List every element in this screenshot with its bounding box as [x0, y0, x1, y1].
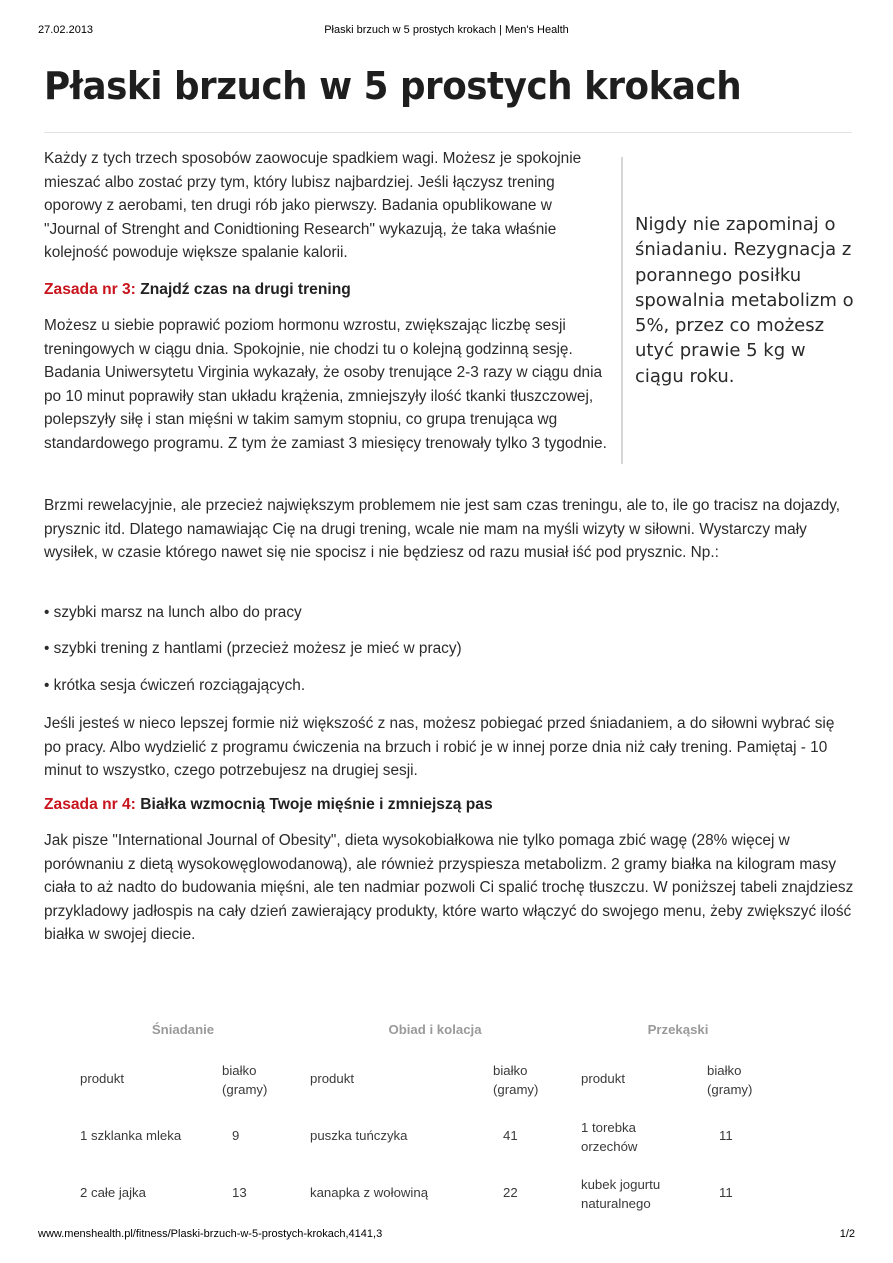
table-col-header: białko (gramy)	[222, 1063, 268, 1097]
table-group-header: Przekąski	[647, 1022, 709, 1037]
bullet-item: • szybki trening z hantlami (przecież możesz je mieć w pracy)	[44, 640, 462, 657]
rule3-label: Zasada nr 3:	[44, 281, 136, 298]
title-divider	[44, 132, 852, 133]
table-col-header: produkt	[581, 1071, 625, 1086]
table-col-header: białko (gramy)	[707, 1063, 753, 1097]
rule4-heading	[44, 796, 493, 814]
intro-paragraph: Każdy z tych trzech sposobów zaowocuje spadkiem wagi. Możesz je spokojnie mieszać albo zostać przy tym, który lubisz najbardziej. Jeśli łączysz trening oporowy z aerobami, ten drugi rób jako pierwszy. Badania opublikowane w "Journal of Strenght and Conidtioning Research" wykazują, że taka właśnie kolejność powoduje większe spalanie kalorii.	[44, 150, 582, 261]
table-cell-protein: 41	[503, 1128, 518, 1143]
print-page-number: 1/2	[839, 1228, 855, 1240]
table-cell-product: 1 szklanka mleka	[80, 1128, 182, 1143]
table-col-header: produkt	[310, 1071, 354, 1086]
table-cell-protein: 11	[719, 1128, 733, 1143]
rule3-paragraph-3: Jeśli jesteś w nieco lepszej formie niż większość z nas, możesz pobiegać przed śniadaniem, a do siłowni wybrać się po pracy. Albo wydzielić z programu ćwiczenia na brzuch i robić je w innej porze dnia niż cały trening. Pamiętaj - 10 minut to wszystko, czego potrzebujesz na drugiej sesji.	[44, 715, 835, 779]
table-cell-protein: 11	[719, 1185, 733, 1200]
print-date: 27.02.2013	[38, 24, 94, 36]
rule3-title: Znajdź czas na drugi trening	[140, 281, 351, 298]
bullet-item: • krótka sesja ćwiczeń rozciągających.	[44, 677, 306, 694]
table-group-header: Obiad i kolacja	[388, 1022, 482, 1037]
table-cell-product: puszka tuńczyka	[310, 1128, 408, 1143]
rule4-label: Zasada nr 4:	[44, 796, 136, 813]
article-title: Płaski brzuch w 5 prostych krokach	[44, 64, 742, 108]
table-group-header: Śniadanie	[151, 1022, 215, 1037]
table-cell-protein: 22	[503, 1185, 518, 1200]
rule4-paragraph-1: Jak pisze "International Journal of Obesity", dieta wysokobiałkowa nie tylko pomaga zbić wagę (28% więcej w porównaniu z dietą wysokowęglowodanową), ale również przyspiesza metabolizm. 2 gramy białka na kilogram masy ciała to aż nadto do budowania mięśni, ale ten nadmiar pozwoli Ci spalić trochę tłuszczu. W poniższej tabeli znajdziesz przykladowy jadłospis na cały dzień zawierający produkty, które warto włączyć do swojego menu, żeby zwiększyć ilość białka w swojej diecie.	[44, 832, 854, 943]
table-col-header: produkt	[80, 1071, 124, 1086]
table-cell-product: 1 torebka orzechów	[581, 1120, 638, 1154]
table-col-header: białko (gramy)	[493, 1063, 539, 1097]
rule3-paragraph-2: Brzmi rewelacyjnie, ale przecież największym problemem nie jest sam czas treningu, ale to, ile go tracisz na dojazdy, prysznic itd. Dlatego namawiając Cię na drugi trening, wcale nie mam na myśli wizyty w siłowni. Wystarczy mały wysiłek, w czasie którego nawet się nie spocisz i nie będziesz od razu musiał iść pod prysznic. Np.:	[44, 497, 841, 561]
print-doc-title: Płaski brzuch w 5 prostych krokach | Men's Health	[324, 24, 569, 36]
pull-quote-bar	[621, 157, 623, 464]
table-cell-product: kanapka z wołowiną	[310, 1185, 429, 1200]
table-cell-product: kubek jogurtu naturalnego	[581, 1177, 661, 1211]
table-cell-protein: 9	[232, 1128, 240, 1143]
bullet-item: • szybki marsz na lunch albo do pracy	[44, 604, 302, 621]
rule3-paragraph-1: Możesz u siebie poprawić poziom hormonu wzrostu, zwiększając liczbę sesji treningowych w ciągu dnia. Spokojnie, nie chodzi tu o kolejną godzinną sesję. Badania Uniwersytetu Virginia wykazały, że osoby trenujące 2-3 razy w ciągu dnia po 10 minut poprawiły stan układu krążenia, zmniejszyły ilość tkanki tłuszczowej, polepszyły siłę i stan mięśni w takim samym stopniu, co grupa trenująca wg standardowego programu. Z tym że zamiast 3 miesięcy trenowały tylko 3 tygodnie.	[44, 317, 607, 452]
print-url: www.menshealth.pl/fitness/Plaski-brzuch-w-5-prostych-krokach,4141,3	[38, 1228, 383, 1240]
rule3-heading	[44, 281, 351, 299]
table-cell-product: 2 całe jajka	[80, 1185, 146, 1200]
rule4-title: Białka wzmocnią Twoje mięśnie i zmniejszą pas	[140, 796, 493, 813]
table-cell-protein: 13	[232, 1185, 247, 1200]
pull-quote: Nigdy nie zapominaj o śniadaniu. Rezygnacja z porannego posiłku spowalnia metabolizm o 5%, przez co możesz utyć prawie 5 kg w ciągu roku.	[635, 214, 854, 387]
